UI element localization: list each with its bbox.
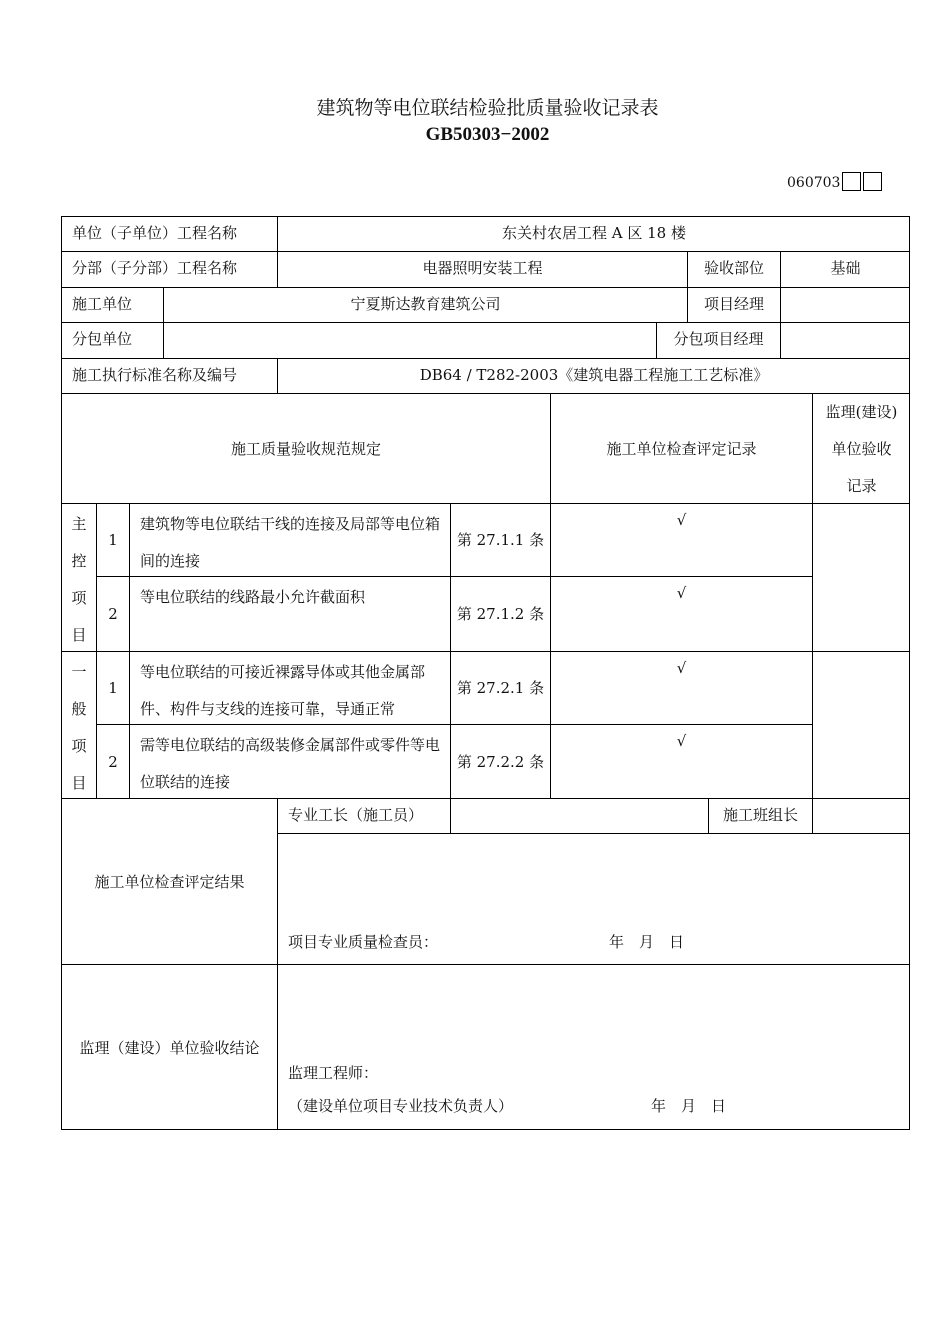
- acceptance-part-label: 验收部位: [687, 251, 780, 287]
- main-control-char-1: 主: [71, 515, 87, 533]
- project-name-label: 单位（子单位）工程名称: [61, 216, 277, 251]
- standard-value[interactable]: DB64 / T282-2003《建筑电器工程施工工艺标准》: [277, 358, 910, 393]
- main-control-char-2: 控: [71, 552, 87, 570]
- main-control-char-3: 项: [71, 589, 87, 607]
- form-code: [787, 172, 882, 193]
- supervision-date-label: 年 月 日: [651, 1097, 727, 1115]
- item-clause: 第 27.1.1 条: [450, 503, 550, 576]
- item-description: 需等电位联结的高级装修金属部件或零件等电位联结的连接: [129, 724, 450, 798]
- form-title: 建筑物等电位联结检验批质量验收记录表: [316, 97, 659, 119]
- supervision-header-line-3: 记录: [846, 477, 877, 495]
- project-manager-label: 项目经理: [687, 287, 780, 322]
- subproject-name-label: 分部（子分部）工程名称: [61, 251, 277, 287]
- contractor-result-label: 施工单位检查评定结果: [61, 798, 277, 964]
- general-char-4: 目: [71, 774, 87, 792]
- spec-column-header: 施工质量验收规范规定: [61, 393, 550, 503]
- general-char-1: 一: [71, 663, 87, 681]
- standard-label: 施工执行标准名称及编号: [61, 358, 277, 393]
- supervision-conclusion-area[interactable]: [277, 964, 910, 1130]
- main-control-char-4: 目: [71, 626, 87, 644]
- item-number: 2: [96, 576, 129, 651]
- contractor-label: 施工单位: [61, 287, 163, 322]
- item-description: 等电位联结的可接近裸露导体或其他金属部件、构件与支线的连接可靠，导通正常: [129, 651, 450, 724]
- contractor-date-label: 年 月 日: [609, 933, 685, 951]
- general-char-3: 项: [71, 737, 87, 755]
- item-clause: 第 27.2.1 条: [450, 651, 550, 724]
- contractor-result-area[interactable]: [277, 833, 910, 964]
- code-box-2[interactable]: [863, 172, 882, 191]
- sub-project-manager-label: 分包项目经理: [656, 322, 780, 358]
- item-clause: 第 27.1.2 条: [450, 576, 550, 651]
- supervision-header-line-2: 单位验收: [831, 440, 892, 458]
- project-name-value[interactable]: 东关村农居工程 A 区 18 楼: [277, 216, 910, 251]
- quality-inspector-label: 项目专业质量检查员：: [288, 933, 439, 951]
- subcontractor-value[interactable]: [163, 322, 656, 358]
- acceptance-form: [61, 216, 910, 1130]
- foreman-value[interactable]: [450, 798, 708, 833]
- form-border-bottom: [61, 1129, 910, 1130]
- form-code-number: 060703: [787, 175, 841, 191]
- project-manager-value[interactable]: [780, 287, 910, 322]
- check-mark[interactable]: √: [550, 651, 812, 724]
- item-clause: 第 27.2.2 条: [450, 724, 550, 798]
- owner-technical-lead-label: （建设单位项目专业技术负责人）: [288, 1097, 514, 1115]
- subproject-name-value[interactable]: 电器照明安装工程: [277, 251, 687, 287]
- supervision-column-header: [812, 393, 910, 503]
- form-border-right: [909, 216, 910, 1130]
- item-number: 2: [96, 724, 129, 798]
- standard-number: GB50303−2002: [425, 124, 550, 145]
- supervision-header-line-1: 监理(建设): [825, 403, 898, 421]
- team-leader-label: 施工班组长: [708, 798, 812, 833]
- main-control-label: [61, 503, 96, 651]
- item-number: 1: [96, 503, 129, 576]
- record-column-header: 施工单位检查评定记录: [550, 393, 812, 503]
- sub-project-manager-value[interactable]: [780, 322, 910, 358]
- item-description: 等电位联结的线路最小允许截面积: [129, 576, 450, 651]
- item-number: 1: [96, 651, 129, 724]
- acceptance-part-value[interactable]: 基础: [780, 251, 910, 287]
- check-mark[interactable]: √: [550, 576, 812, 651]
- contractor-value[interactable]: 宁夏斯达教育建筑公司: [163, 287, 687, 322]
- team-leader-value[interactable]: [812, 798, 910, 833]
- foreman-label: 专业工长（施工员）: [277, 798, 450, 833]
- main-control-supervision-cell[interactable]: [812, 503, 910, 651]
- item-description: 建筑物等电位联结干线的连接及局部等电位箱间的连接: [129, 503, 450, 576]
- subcontractor-label: 分包单位: [61, 322, 163, 358]
- check-mark[interactable]: √: [550, 724, 812, 798]
- general-supervision-cell[interactable]: [812, 651, 910, 798]
- supervision-engineer-label: 监理工程师：: [288, 1064, 379, 1082]
- code-box-1[interactable]: [842, 172, 861, 191]
- general-items-label: [61, 651, 96, 798]
- general-char-2: 般: [71, 700, 87, 718]
- supervision-conclusion-label: 监理（建设）单位验收结论: [61, 964, 277, 1130]
- check-mark[interactable]: √: [550, 503, 812, 576]
